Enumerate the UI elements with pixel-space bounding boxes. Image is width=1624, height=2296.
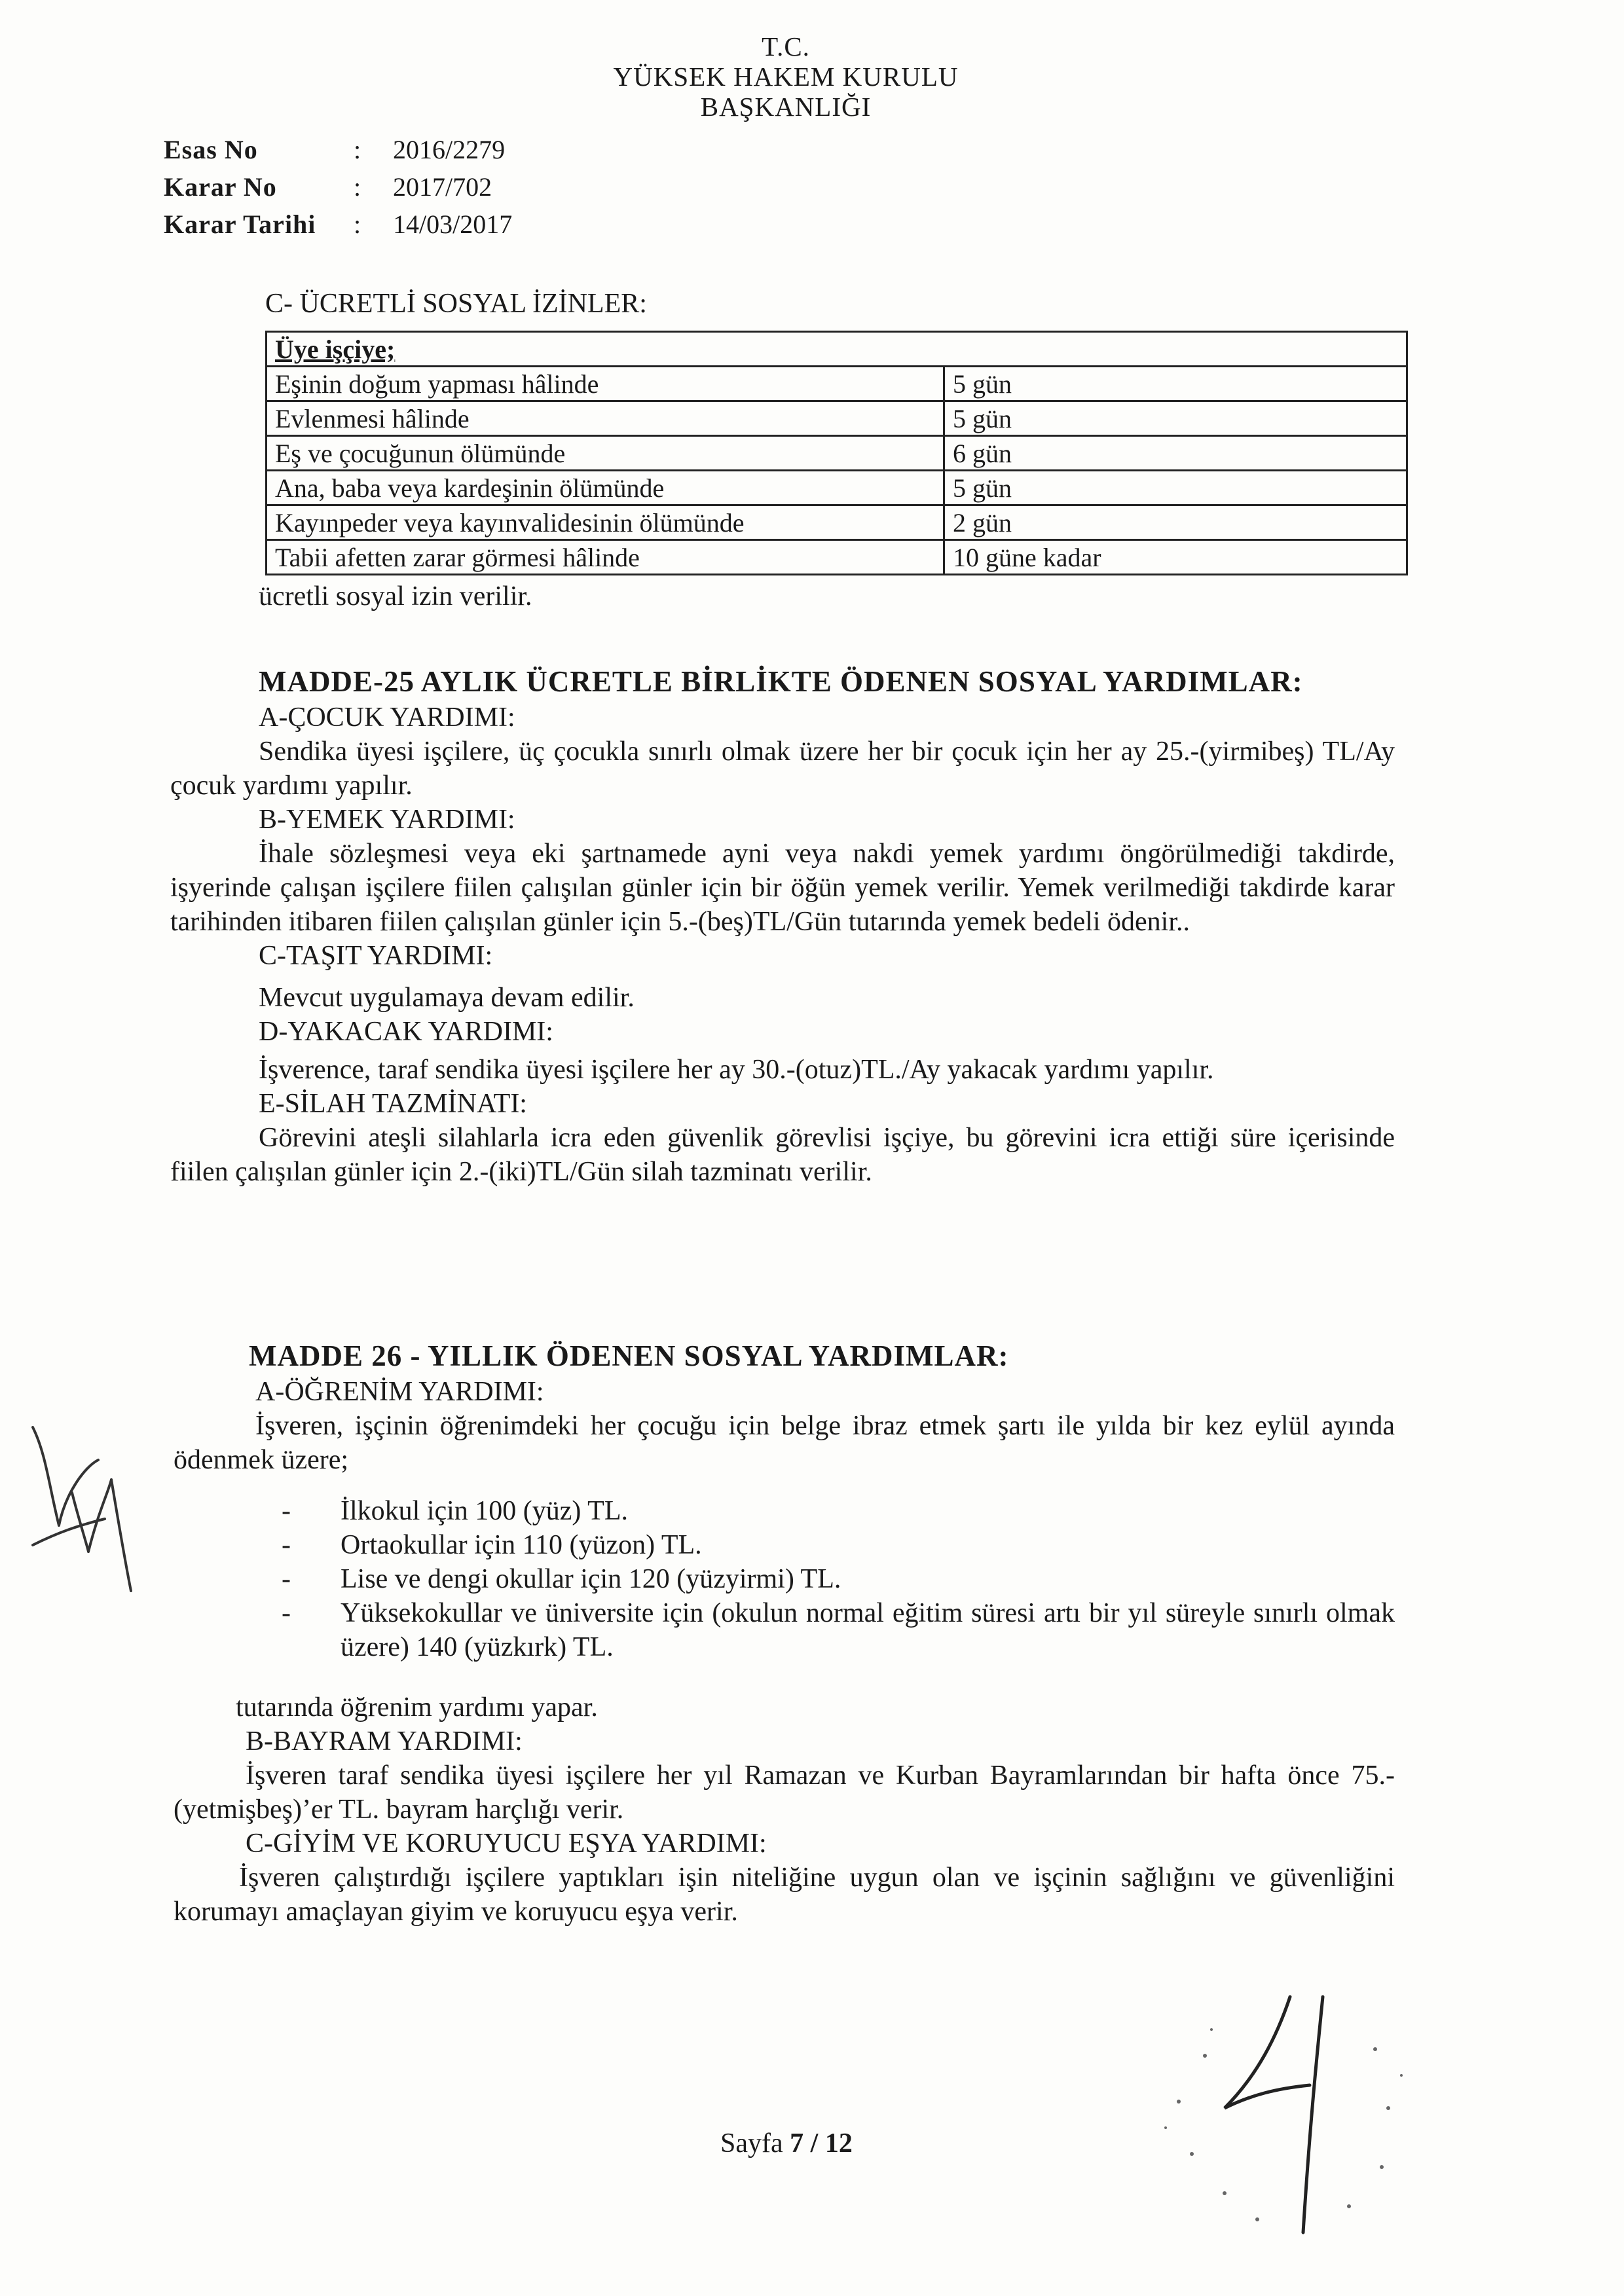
row-label: Ana, baba veya kardeşinin ölümünde [267, 471, 944, 505]
list-item: - İlkokul için 100 (yüz) TL. [282, 1496, 628, 1526]
header-line1: T.C. [762, 31, 810, 62]
table-row [267, 401, 1407, 436]
table-row [267, 505, 1407, 540]
list-item: - Ortaokullar için 110 (yüzon) TL. [282, 1530, 702, 1560]
c-tasit-title: C-TAŞIT YARDIMI: [259, 941, 493, 971]
c-giyim-title: C-GİYİM VE KORUYUCU EŞYA YARDIMI: [246, 1829, 767, 1859]
header-line2: YÜKSEK HAKEM KURULU [613, 62, 959, 92]
a-cocuk-text: Sendika üyesi işçilere, üç çocukla sınırlı olmak üzere her bir çocuk için her ay 25.-(yirmibeş) TL/Ay çocuk yardımı yapılır. [170, 737, 1395, 801]
initials-signature-left [20, 1414, 151, 1611]
list-item: - Yüksekokullar ve üniversite için (okulun normal eğitim süresi artı bir yıl süreyle sınırlı olmak üzere) 140 (yüzkırk) TL. [282, 1598, 1395, 1662]
meta-esas-no: Esas No : 2016/2279 [164, 135, 506, 164]
e-silah-text: Görevini ateşli silahlarla icra eden güvenlik görevlisi işçiye, bu görevini icra ettiği süre içerisinde fiilen çalışılan günler için 2.-(iki)TL/Gün silah tazminatı verilir. [170, 1123, 1395, 1187]
row-label: Eşinin doğum yapması hâlinde [267, 367, 944, 401]
table-row [267, 471, 1407, 505]
ogrenim-list [282, 1494, 1395, 1664]
row-label: Tabii afetten zarar görmesi hâlinde [267, 540, 944, 575]
table-row [267, 367, 1407, 401]
meta-karar-tarihi: Karar Tarihi : 14/03/2017 [164, 210, 513, 239]
madde-25-body [170, 701, 1395, 1189]
table-header: Üye işçiye; [267, 332, 1407, 367]
a-ogrenim-text: İşveren, işçinin öğrenimdeki her çocuğu için belge ibraz etmek şartı ile yılda bir kez eylül ayında ödenmek üzere; [174, 1411, 1395, 1475]
row-label: Kayınpeder veya kayınvalidesinin ölümünde [267, 505, 944, 540]
row-value: 5 gün [944, 401, 1407, 436]
row-value: 5 gün [944, 367, 1407, 401]
row-value: 5 gün [944, 471, 1407, 505]
row-value: 6 gün [944, 436, 1407, 471]
case-meta [164, 131, 512, 243]
a-cocuk-title: A-ÇOCUK YARDIMI: [259, 702, 515, 733]
row-label: Evlenmesi hâlinde [267, 401, 944, 436]
a-ogrenim-footer: tutarında öğrenim yardımı yapar. [236, 1692, 598, 1722]
header-line3: BAŞKANLIĞI [700, 92, 872, 122]
madde-25-title: MADDE-25 AYLIK ÜCRETLE BİRLİKTE ÖDENEN SOSYAL YARDIMLAR: [259, 665, 1303, 698]
d-yakacak-title: D-YAKACAK YARDIMI: [259, 1017, 553, 1047]
section-c-footer: ücretli sosyal izin verilir. [259, 581, 532, 611]
meta-karar-no: Karar No : 2017/702 [164, 172, 492, 202]
list-item: - Lise ve dengi okullar için 120 (yüzyirmi) TL. [282, 1564, 841, 1594]
d-yakacak-text: İşverence, taraf sendika üyesi işçilere her ay 30.-(otuz)TL./Ay yakacak yardımı yapılır. [259, 1055, 1214, 1085]
b-yemek-text: İhale sözleşmesi veya eki şartnamede ayni veya nakdi yemek yardımı öngörülmediği takdirde, işyerinde çalışan işçilere fiilen çalışılan günler için bir öğün yemek verilir. Yemek verilmediği takdirde karar tarihinden itibaren fiilen çalışılan günler için 5.-(beş)TL/Gün tutarında yemek bedeli ödenir.. [170, 839, 1395, 937]
b-bayram-title: B-BAYRAM YARDIMI: [246, 1726, 523, 1757]
table-row [267, 436, 1407, 471]
e-silah-title: E-SİLAH TAZMİNATI: [259, 1089, 527, 1119]
c-tasit-text: Mevcut uygulamaya devam edilir. [259, 983, 635, 1013]
madde-26-title: MADDE 26 - YILLIK ÖDENEN SOSYAL YARDIMLAR: [249, 1339, 1009, 1372]
b-yemek-title: B-YEMEK YARDIMI: [259, 805, 515, 835]
paid-leave-table [265, 331, 1408, 575]
section-c-title: C- ÜCRETLİ SOSYAL İZİNLER: [265, 289, 647, 319]
a-ogrenim-title: A-ÖĞRENİM YARDIMI: [255, 1377, 544, 1407]
row-value: 2 gün [944, 505, 1407, 540]
madde-26-body [174, 1375, 1395, 1929]
b-bayram-text: İşveren taraf sendika üyesi işçilere her yıl Ramazan ve Kurban Bayramlarından bir hafta önce 75.-(yetmişbeş)’er TL. bayram harçlığı verir. [174, 1760, 1395, 1825]
signature-right [1126, 1958, 1428, 2246]
c-giyim-text: İşveren çalıştırdığı işçilere yaptıkları işin niteliğine uygun olan ve işçinin sağlığını ve güvenliğini korumayı amaçlayan giyim ve koruyucu eşya verir. [174, 1863, 1395, 1927]
table-row [267, 540, 1407, 575]
page-number: Sayfa 7 / 12 [720, 2128, 853, 2159]
row-label: Eş ve çocuğunun ölümünde [267, 436, 944, 471]
header [524, 31, 1048, 122]
row-value: 10 güne kadar [944, 540, 1407, 575]
table-header-row [267, 332, 1407, 367]
